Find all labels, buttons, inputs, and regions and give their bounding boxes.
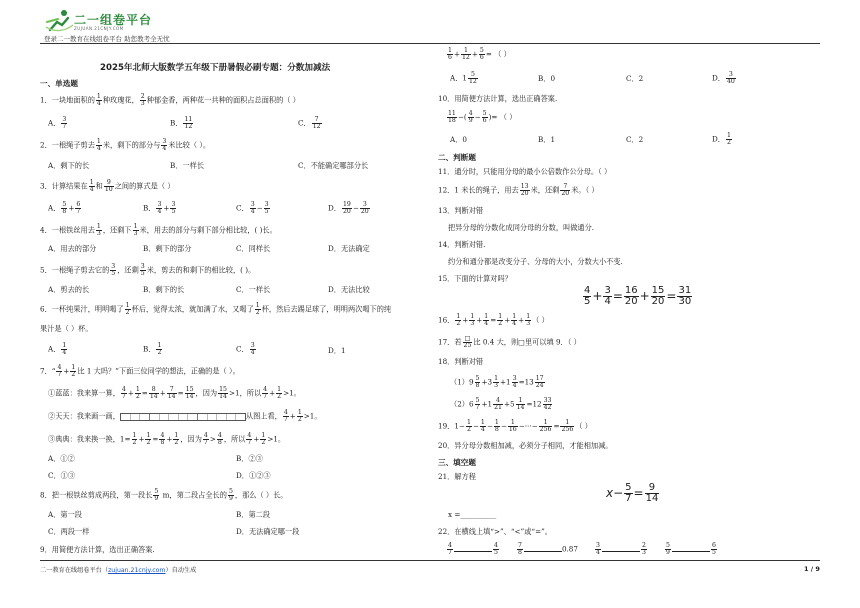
option-b: B．0 <box>538 74 556 83</box>
option-c: C．2 <box>626 74 644 83</box>
option-b: B．②③ <box>236 454 263 463</box>
question-6-line2: 果汁是（ ）杯。 <box>40 324 93 333</box>
logo-subtext: ZUJUAN.21CNJY.COM <box>74 26 124 31</box>
option-d: D． $\frac{3}{40}$ <box>712 71 735 86</box>
question-11: 11．通分时，只能用分母的最小公倍数作公分母。（ ） <box>438 167 612 176</box>
option-a: A．剪去的长 <box>48 285 90 294</box>
platform-logo <box>44 8 159 34</box>
reasoning-3: ③典典：我来换一换，1= $\frac{1}{2}$ + $\frac{1}{2}$ = $\frac{4}{8}$ + $\frac{1}{2}$ ，因为 $\frac{4}{7}$ > $\frac{4}{8}$ ，所以 $\frac{4}{7}$ + $\frac{1}{2}$ >1。 <box>48 432 286 447</box>
section-heading: 一、单选题 <box>40 79 78 88</box>
footer-link[interactable]: zujuan.21cnjy.com <box>108 567 166 574</box>
option-d: D． $\frac{19}{20}$ − $\frac{3}{20}$ <box>328 201 369 216</box>
option-b: B． $\frac{1}{2}$ <box>143 342 162 357</box>
question-18-item-1: （1）9 $\frac{5}{8}$ +3 $\frac{1}{3}$ +1 $\frac{3}{4}$ =13 $\frac{17}{24}$ <box>450 375 544 390</box>
option-b: B．一样长 <box>170 161 205 170</box>
option-a: A．剩下的长 <box>48 161 90 170</box>
fill-blank[interactable] <box>524 546 562 552</box>
option-b: B．第二段 <box>236 510 271 519</box>
option-c: C．①③ <box>48 471 76 480</box>
option-c: C． $\frac{3}{4}$ <box>236 342 255 357</box>
option-d: D．无法确定哪一段 <box>236 527 300 536</box>
question-10-expression: $\frac{11}{18}$ −( $\frac{4}{9}$ − $\frac{5}{6}$ )= （ ） <box>448 110 517 125</box>
fill-blank[interactable] <box>602 546 640 552</box>
section-heading: 三、填空题 <box>438 458 476 467</box>
fraction-bar-diagram <box>120 413 246 421</box>
option-c: C．一样长 <box>236 285 271 294</box>
question-4: 4．一根铁丝用去 $\frac{1}{3}$ ，还剩下 $\frac{1}{3}$ 米，用去的部分与剩下部分相比较，( )长。 <box>40 223 277 238</box>
option-b: B． $\frac{11}{12}$ <box>170 116 193 131</box>
option-a: A．0 <box>450 135 467 144</box>
question-13-statement: 把异分母的分数化成同分母的分数，叫做通分. <box>448 223 595 232</box>
answer-blank[interactable]: x =__________ <box>448 510 497 519</box>
option-c: C．不能确定哪部分长 <box>298 161 369 170</box>
option-d: D．无法确定 <box>328 244 370 253</box>
question-13: 13．判断对错 <box>438 206 484 215</box>
option-c: C．两段一样 <box>48 527 90 536</box>
question-9: 9．用简便方法计算，选出正确答案. <box>40 545 155 554</box>
reasoning-1: ①蓝蓝：我来算一算， $\frac{4}{7}$ + $\frac{1}{2}$ = $\frac{8}{14}$ + $\frac{7}{14}$ = $\frac{15}{14}$ ，因为 $\frac{15}{14}$ >1，所以 $\frac{4}{7}$ + $\frac{1}{2}$ >1。 <box>48 386 301 401</box>
question-19: 19．1− $\frac{1}{2}$ − $\frac{1}{4}$ − $\frac{1}{8}$ − $\frac{1}{16}$ −···− $\frac{1}{256}$ = $\frac{1}{256}$ （ ） <box>438 419 592 434</box>
question-7: 7．“ $\frac{4}{7}$ + $\frac{1}{2}$ 比 1 大吗？”下面三位同学的想法，正确的是（ ）。 <box>40 364 240 379</box>
option-a: A．用去的部分 <box>48 244 97 253</box>
option-b: B．剩下的长 <box>143 285 185 294</box>
option-d: D．1 <box>328 346 346 355</box>
runner-logo-icon <box>44 8 74 34</box>
question-12: 12．1 米长的绳子，用去 $\frac{13}{20}$ 米，还剩 $\frac{7}{20}$ 米。（ ） <box>438 183 599 198</box>
option-a: A．第一段 <box>48 510 82 519</box>
footer-text: 二一教育在线组卷平台（zujuan.21cnjy.com）自动生成 <box>40 567 197 574</box>
option-b: B．剩下的部分 <box>143 244 192 253</box>
option-b: B．1 <box>538 135 556 144</box>
question-2: 2．一根绳子剪去 $\frac{1}{4}$ 米，剩下的部分与 $\frac{3}{4}$ 米比较（ ）。 <box>40 138 211 153</box>
fill-blank[interactable] <box>454 546 492 552</box>
page-number: 1 / 9 <box>804 565 820 573</box>
fill-blank[interactable] <box>672 546 710 552</box>
question-14: 14．判断对错. <box>438 240 486 249</box>
reasoning-2: ②天天：我来画一画， 从图上看， $\frac{4}{7}$ + $\frac{1}{2}$ >1。 <box>48 409 322 424</box>
logo-text: 二一组卷平台 <box>74 13 153 27</box>
question-6: 6．一杯纯果汁，明明喝了 $\frac{1}{2}$ 杯后，觉得太浓，就加满了水，又喝了 $\frac{1}{2}$ 杯，然后去踢足球了，明明两次喝下的纯 <box>40 302 392 317</box>
compare-3: $\frac{3}{4}$ $\frac{2}{3}$ <box>596 542 646 557</box>
question-21: 21．解方程 <box>438 472 476 481</box>
question-16: 16． $\frac{1}{2}$ + $\frac{1}{3}$ + $\frac{1}{4}$ = $\frac{1}{2}$ + $\frac{1}{4}$ + $\frac{1}{3}$ （ ） <box>438 313 549 328</box>
header-tagline: 登录二一教育在线组卷平台 助您教考全无忧 <box>44 35 170 43</box>
option-a: A．①② <box>48 454 75 463</box>
question-18: 18．判断对错 <box>438 357 484 366</box>
option-a: A．1 $\frac{5}{12}$ <box>450 71 477 86</box>
question-22: 22．在横线上填“>”、“<”或“=”。 <box>438 527 552 536</box>
question-9-expression: $\frac{1}{6}$ + $\frac{1}{12}$ + $\frac{5}{6}$ = （ ） <box>448 47 511 62</box>
compare-1: $\frac{4}{7}$ $\frac{4}{5}$ <box>448 542 498 557</box>
question-17: 17．若 $\frac{□}{25}$ 比 0.4 大，则□里可以填 9．（ ） <box>438 335 581 350</box>
question-1: 1．一块地面积的 $\frac{1}{4}$ 种玫瑰花， $\frac{2}{3}$ 种郁金香，两种花一共种的面积占总面积的（ ） <box>40 93 300 108</box>
question-15: 15．下面的计算对吗？ <box>438 274 512 283</box>
question-8: 8．把一根铁丝剪成两段，第一段长 $\frac{5}{9}$ m，第二段占全长的 $\frac{5}{9}$ ，那么（ ）长。 <box>40 488 288 503</box>
page-title: 2025年北师大版数学五年级下册暑假必刷专题：分数加减法 <box>100 63 331 73</box>
option-d: D． $\frac{1}{2}$ <box>712 132 731 147</box>
question-15-equation: $\frac{4}{5}$ + $\frac{3}{4}$ = $\frac{16}{20}$ + $\frac{15}{20}$ = $\frac{31}{30}$ <box>584 285 692 307</box>
option-a: A． $\frac{3}{7}$ <box>48 116 67 131</box>
option-b: B． $\frac{3}{4}$ + $\frac{3}{5}$ <box>143 201 176 216</box>
question-5: 5．一根绳子剪去它的 $\frac{3}{5}$ ，还剩 $\frac{3}{5}$ 米，剪去的和剩下的相比较，( )。 <box>40 263 256 278</box>
question-3: 3．计算结果在 $\frac{1}{4}$ 和 $\frac{9}{10}$ 之间的算式是（ ） <box>40 179 175 194</box>
header-divider <box>40 43 820 44</box>
question-18-item-2: （2）6 $\frac{5}{7}$ +1 $\frac{4}{21}$ +5 $\frac{1}{14}$ =12 $\frac{33}{42}$ <box>450 397 552 412</box>
option-c: C．2 <box>626 135 644 144</box>
option-c: C． $\frac{3}{4}$ − $\frac{3}{5}$ <box>236 201 269 216</box>
option-a: A． $\frac{1}{4}$ <box>48 342 67 357</box>
question-20: 20．异分母分数相加减，必须分子相同，才能相加减。 <box>438 441 613 450</box>
option-d: D．无法比较 <box>328 285 370 294</box>
section-heading: 二、判断题 <box>438 153 476 162</box>
question-21-equation: x− $\frac{5}{7}$ = $\frac{9}{14}$ <box>606 482 659 504</box>
question-14-statement: 约分和通分都是改变分子、分母的大小，分数大小不变. <box>448 257 623 266</box>
compare-2: $\frac{7}{8}$ 0.87 <box>518 542 578 557</box>
option-a: A． $\frac{5}{8}$ + $\frac{6}{7}$ <box>48 201 81 216</box>
option-d: D．①②③ <box>236 471 271 480</box>
option-c: C．同样长 <box>236 244 271 253</box>
footer-divider <box>40 560 820 561</box>
option-c: C． $\frac{7}{12}$ <box>298 116 321 131</box>
compare-4: $\frac{5}{9}$ $\frac{6}{5}$ <box>666 542 716 557</box>
question-10: 10．用简便方法计算，选出正确答案. <box>438 94 558 103</box>
